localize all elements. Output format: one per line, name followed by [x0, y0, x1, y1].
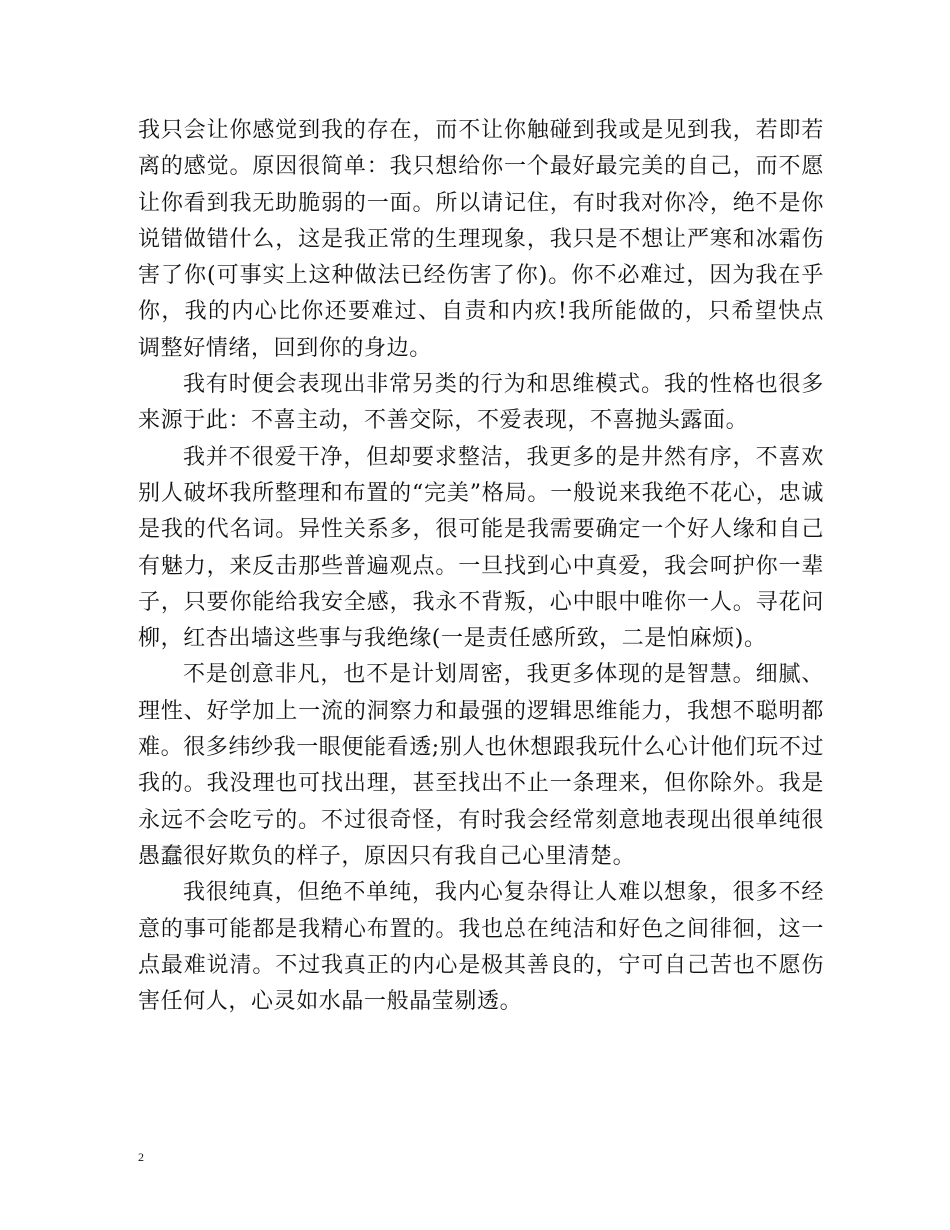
- paragraph-1: 我只会让你感觉到我的存在，而不让你触碰到我或是见到我，若即若离的感觉。原因很简单：我只想给你一个最好最完美的自己，而不愿让你看到我无助脆弱的一面。所以请记住，有时我对你冷，绝不是你说错做错什么，这是我正常的生理现象，我只是不想让严寒和冰霜伤害了你(可事实上这种做法已经伤害了你)。你不必难过，因为我在乎你，我的内心比你还要难过、自责和内疚!我所能做的，只希望快点调整好情绪，回到你的身边。: [138, 118, 824, 361]
- page-number: 2: [138, 1150, 144, 1164]
- paragraph-4: 不是创意非凡，也不是计划周密，我更多体现的是智慧。细腻、理性、好学加上一流的洞察力和最强的逻辑思维能力，我想不聪明都难。很多纬纱我一眼便能看透;别人也休想跟我玩什么心计他们玩不过我的。我没理也可找出理，甚至找出不止一条理来，但你除外。我是永远不会吃亏的。不过很奇怪，有时我会经常刻意地表现出很单纯很愚蠢很好欺负的样子，原因只有我自己心里清楚。: [138, 662, 825, 869]
- paragraph-5: 我很纯真，但绝不单纯，我内心复杂得让人难以想象，很多不经意的事可能都是我精心布置的。我也总在纯洁和好色之间徘徊，这一点最难说清。不过我真正的内心是极其善良的，宁可自己苦也不愿伤害任何人，心灵如水晶一般晶莹剔透。: [138, 880, 824, 1015]
- paragraph-3: 我并不很爱干净，但却要求整洁，我更多的是井然有序，不喜欢别人破坏我所整理和布置的“完美”格局。一般说来我绝不花心，忠诚是我的代名词。异性关系多，很可能是我需要确定一个好人缘和自己有魅力，来反击那些普遍观点。一旦找到心中真爱，我会呵护你一辈子，只要你能给我安全感，我永不背叛，心中眼中唯你一人。寻花问柳，红杏出墙这些事与我绝缘(一是责任感所致，二是怕麻烦)。: [138, 444, 824, 652]
- body-text: [138, 113, 824, 1020]
- paragraph-2: 我有时便会表现出非常另类的行为和思维模式。我的性格也很多来源于此：不喜主动，不善交际，不爱表现，不喜抛头露面。: [138, 372, 824, 434]
